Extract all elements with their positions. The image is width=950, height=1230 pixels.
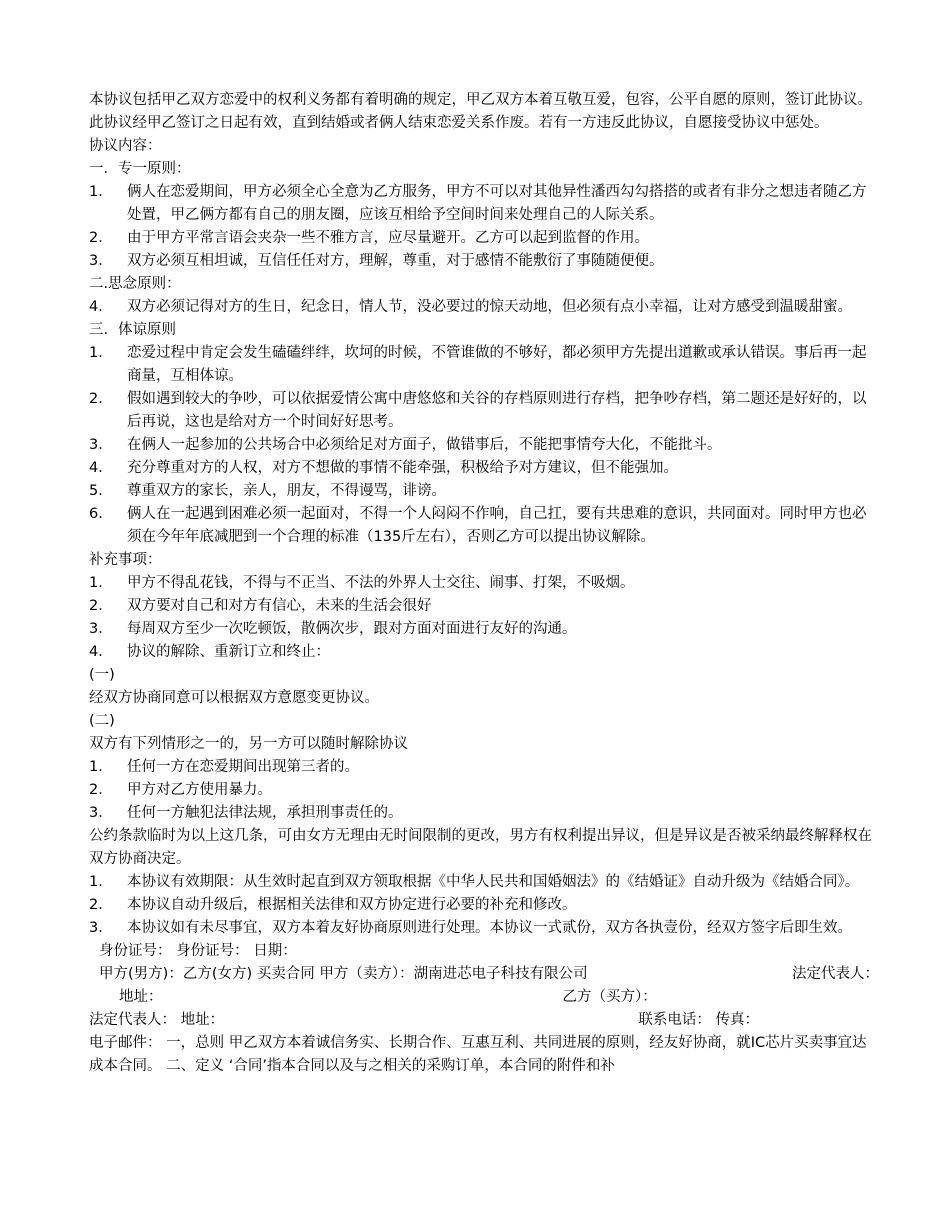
list-item <box>89 342 879 388</box>
section-1-list <box>89 181 879 273</box>
email-and-contract-text: 电子邮件： 一，总则 甲乙双方本着诚信务实、长期合作、互惠互利、共同进展的原则，经友好协商，就IC芯片买卖事宜达成本合同。 二、定义 ‘合同’指本合同以及与之相关的采购订单，本合同的附件和补 <box>89 1035 867 1074</box>
item-text: 本协议自动升级后，根据相关法律和双方协定进行必要的补充和修改。 <box>127 897 577 913</box>
list-item <box>89 871 879 894</box>
part-2-text: 双方有下列情形之一的，另一方可以随时解除协议 <box>89 736 408 752</box>
item-text: 恋爱过程中肯定会发生磕磕绊绊，坎坷的时候，不管谁做的不够好，都必须甲方先提出道歉或承认错误。事后再一起商量，互相体谅。 <box>127 345 867 384</box>
item-text: 俩人在一起遇到困难必须一起面对，不得一个人闷闷不作响，自己扛，要有共患难的意识，共同面对。同时甲方也必须在今年年底减肥到一个合理的标准（135斤左右），否则乙方可以提出协议解除。 <box>127 506 867 545</box>
item-text: 双方必须互相坦诚，互信任任对方，理解，尊重，对于感情不能敷衍了事随随便便。 <box>127 253 664 269</box>
item-text: 每周双方至少一次吃顿饭，散俩次步，跟对方面对面进行友好的沟通。 <box>127 621 577 637</box>
item-number: 1． <box>89 874 113 890</box>
item-number: 1． <box>89 759 113 775</box>
item-text: 尊重双方的家长，亲人，朋友，不得谩骂，诽谤。 <box>127 483 446 499</box>
item-text: 任何一方触犯法律法规，承担刑事责任的。 <box>127 805 403 821</box>
item-number: 3． <box>89 805 113 821</box>
list-item <box>89 296 879 319</box>
item-text: 任何一方在恋爱期间出现第三者的。 <box>127 759 359 775</box>
address-label: 地址： <box>119 989 163 1005</box>
content-heading: 协议内容： <box>89 138 162 154</box>
item-number: 3． <box>89 437 113 453</box>
list-item <box>89 434 879 457</box>
list-item <box>89 618 879 641</box>
item-text: 假如遇到较大的争吵，可以依据爱情公寓中唐悠悠和关谷的存档原则进行存档，把争吵存档，第二题还是好好的，以后再说，这也是给对方一个时间好好思考。 <box>127 391 867 430</box>
list-item <box>89 802 879 825</box>
party-line-right: 法定代表人： <box>792 966 879 982</box>
section-2-heading: 二.思念原则： <box>89 276 181 292</box>
item-text: 俩人在恋爱期间，甲方必须全心全意为乙方服务，甲方不可以对其他异性潘西勾勾搭搭的或者有非分之想违者随乙方处置，甲乙俩方都有自己的朋友圈，应该互相给予空间时间来处理自己的人际关系。 <box>127 184 867 223</box>
list-item <box>89 388 879 434</box>
final-terms-list <box>89 871 879 940</box>
buyer-label: 乙方（买方）： <box>562 989 657 1005</box>
list-item <box>89 503 879 549</box>
item-number: 4． <box>89 460 113 476</box>
party-line-left: 甲方(男方)：乙方(女方) 买卖合同 甲方（卖方）：湖南进芯电子科技有限公司 <box>99 966 588 982</box>
part-1-label: (一) <box>89 667 115 683</box>
section-3-list <box>89 342 879 549</box>
representative-left: 法定代表人： 地址： <box>89 1012 225 1028</box>
list-item <box>89 641 879 664</box>
list-item <box>89 572 879 595</box>
item-number: 1． <box>89 345 113 361</box>
item-number: 2． <box>89 782 113 798</box>
item-number: 1． <box>89 184 113 200</box>
item-text: 充分尊重对方的人权，对方不想做的事情不能牵强，积极给予对方建议，但不能强加。 <box>127 460 678 476</box>
item-text: 双方必须记得对方的生日，纪念日，情人节，没必要过的惊天动地，但必须有点小幸福，让对方感受到温暖甜蜜。 <box>127 299 852 315</box>
representative-line <box>89 1009 879 1032</box>
party-line <box>89 963 879 986</box>
termination-list <box>89 756 879 825</box>
list-item <box>89 457 879 480</box>
list-item <box>89 894 879 917</box>
list-item <box>89 917 879 940</box>
item-number: 4． <box>89 299 113 315</box>
item-number: 6． <box>89 506 113 522</box>
part-2-label: (二) <box>89 713 115 729</box>
section-1-heading: 一．专一原则： <box>89 161 191 177</box>
item-number: 2． <box>89 897 113 913</box>
item-text: 由于甲方平常言语会夹杂一些不雅方言，应尽量避开。乙方可以起到监督的作用。 <box>127 230 649 246</box>
part-1-text: 经双方协商同意可以根据双方意愿变更协议。 <box>89 690 379 706</box>
item-number: 3． <box>89 621 113 637</box>
item-text: 甲方不得乱花钱，不得与不正当、不法的外界人士交往、闹事、打架，不吸烟。 <box>127 575 635 591</box>
item-text: 协议的解除、重新订立和终止： <box>127 644 330 660</box>
clause-note: 公约条款临时为以上这几条，可由女方无理由无时间限制的更改，男方有权利提出异议，但是异议是否被采纳最终解释权在双方协商决定。 <box>89 828 872 867</box>
supplement-list <box>89 572 879 664</box>
address-line <box>89 986 879 1009</box>
item-number: 3． <box>89 920 113 936</box>
document-body <box>89 89 879 1078</box>
list-item <box>89 250 879 273</box>
section-2-list <box>89 296 879 319</box>
item-text: 本协议有效期限：从生效时起直到双方领取根据《中华人民共和国婚姻法》的《结婚证》自动升级为《结婚合同》。 <box>127 874 860 890</box>
list-item <box>89 480 879 503</box>
section-3-heading: 三．体谅原则 <box>89 322 176 338</box>
item-text: 在俩人一起参加的公共场合中必须给足对方面子，做错事后，不能把事情夸大化，不能批斗。 <box>127 437 722 453</box>
list-item <box>89 181 879 227</box>
item-number: 2． <box>89 391 113 407</box>
supplement-heading: 补充事项： <box>89 552 162 568</box>
contact-right: 联系电话： 传真： <box>638 1012 759 1028</box>
list-item <box>89 779 879 802</box>
id-signature-line: 身份证号： 身份证号： 日期： <box>99 943 297 959</box>
item-text: 双方要对自己和对方有信心，未来的生活会很好 <box>127 598 432 614</box>
intro-paragraph: 本协议包括甲乙双方恋爱中的权利义务都有着明确的规定，甲乙双方本着互敬互爱，包容，公平自愿的原则，签订此协议。此协议经甲乙签订之日起有效，直到结婚或者俩人结束恋爱关系作废。若有一方违反此协议，自愿接受协议中惩处。 <box>89 92 872 131</box>
list-item <box>89 756 879 779</box>
item-text: 本协议如有未尽事宜，双方本着友好协商原则进行处理。本协议一式贰份，双方各执壹份，经双方签字后即生效。 <box>127 920 852 936</box>
item-number: 2． <box>89 598 113 614</box>
item-number: 3． <box>89 253 113 269</box>
item-number: 2． <box>89 230 113 246</box>
item-number: 5． <box>89 483 113 499</box>
list-item <box>89 595 879 618</box>
item-number: 4． <box>89 644 113 660</box>
list-item <box>89 227 879 250</box>
item-text: 甲方对乙方使用暴力。 <box>127 782 272 798</box>
item-number: 1． <box>89 575 113 591</box>
